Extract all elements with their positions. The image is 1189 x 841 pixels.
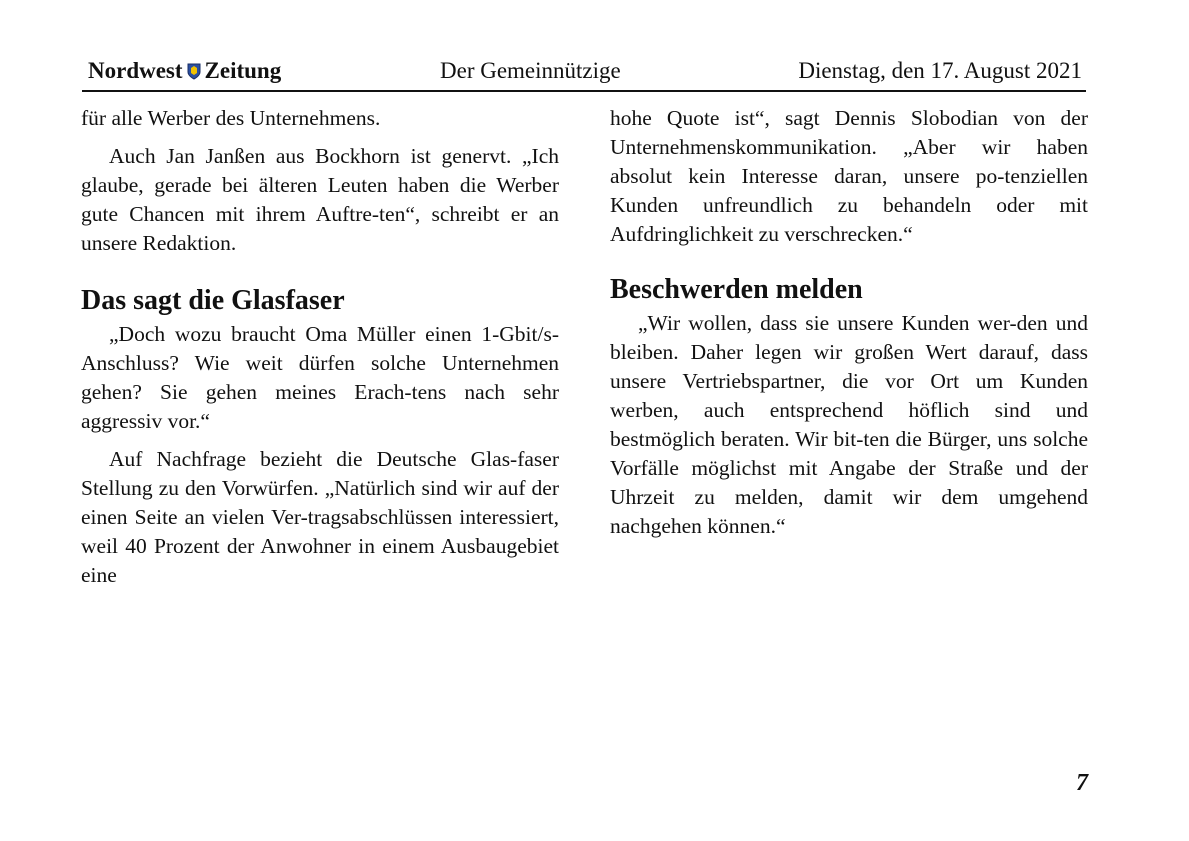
section-heading: Das sagt die Glasfaser [81, 285, 345, 316]
publication-title: Der Gemeinnützige [440, 58, 621, 83]
paragraph: für alle Werber des Unternehmens. [81, 106, 381, 130]
paragraph: Auch Jan Janßen aus Bockhorn ist genervt. „Ich glaube, gerade bei älteren Leuten haben die Werber gute Chancen mit ihrem Auftre-ten“, schreibt er an unsere Redaktion. [81, 144, 559, 255]
right-column [610, 104, 1088, 541]
page-number: 7 [1076, 770, 1088, 796]
paragraph: hohe Quote ist“, sagt Dennis Slobodian von der Unternehmenskommunikation. „Aber wir haben absolut kein Interesse daran, unsere po-tenziellen Kunden unfreundlich zu behandeln oder mit Aufdringlichkeit zu verschrecken.“ [610, 106, 1088, 246]
masthead-left: Nordwest [88, 58, 183, 83]
paragraph: „Wir wollen, dass sie unsere Kunden wer-den und bleiben. Daher legen wir großen Wert darauf, dass unsere Vertriebspartner, die vor Ort um Kunden werben, auch entsprechend höflich sind und bestmöglich beraten. Wir bit-ten die Bürger, uns solche Vorfälle möglichst mit Angabe der Straße und der Uhrzeit zu melden, damit wir dem umgehend nachgehen können.“ [610, 311, 1088, 538]
section-heading: Beschwerden melden [610, 274, 863, 305]
page-header [82, 56, 1086, 92]
masthead [88, 58, 281, 84]
left-column [81, 104, 559, 590]
paragraph: „Doch wozu braucht Oma Müller einen 1-Gbit/s-Anschluss? Wie weit dürfen solche Unternehmen gehen? Sie gehen meines Erach-tens nach sehr aggressiv vor.“ [81, 322, 559, 433]
crest-icon [187, 63, 201, 80]
masthead-right: Zeitung [204, 58, 282, 83]
paragraph: Auf Nachfrage bezieht die Deutsche Glas-faser Stellung zu den Vorwürfen. „Natürlich sind wir auf der einen Seite an vielen Ver-tragsabschlüssen interessiert, weil 40 Prozent der Anwohner in einem Ausbaugebiet eine [81, 447, 559, 587]
issue-date: Dienstag, den 17. August 2021 [798, 58, 1082, 83]
